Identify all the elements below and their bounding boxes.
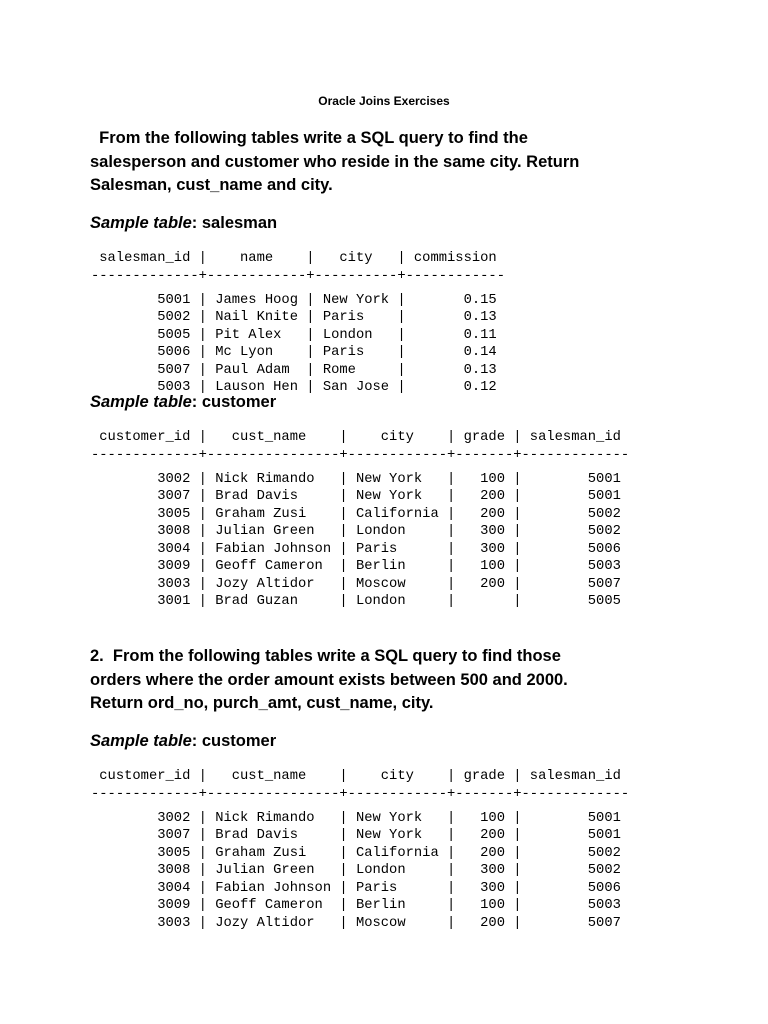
sample-table-label: Sample table: [90, 732, 192, 750]
table-row: 5001 | James Hoog | New York | 0.15: [91, 292, 497, 308]
table-row: 3004 | Fabian Johnson | Paris | 300 | 5006: [91, 541, 621, 557]
table-row: 3008 | Julian Green | London | 300 | 5002: [91, 863, 621, 879]
table-gap: [91, 285, 505, 292]
table-row: 3004 | Fabian Johnson | Paris | 300 | 5006: [91, 880, 621, 896]
table-separator: -------------+----------------+------------+-------+-------------: [91, 786, 630, 802]
table-row: 5006 | Mc Lyon | Paris | 0.14: [91, 345, 497, 361]
sample-table-heading-customer-2: [90, 732, 276, 751]
sample-table-name: : customer: [191, 732, 277, 750]
sample-table-heading-salesman: [90, 214, 277, 233]
table-row: 3009 | Geoff Cameron | Berlin | 100 | 5003: [91, 898, 621, 914]
table-row: 3008 | Julian Green | London | 300 | 5002: [91, 524, 621, 540]
table-row: 3001 | Brad Guzan | London | | 5005: [91, 594, 621, 610]
customer-table: [91, 429, 629, 611]
table-row: 3002 | Nick Rimando | New York | 100 | 5001: [91, 810, 621, 826]
table-row: 3003 | Jozy Altidor | Moscow | 200 | 5007: [91, 576, 621, 592]
salesman-table: [91, 250, 505, 397]
table-row: 3009 | Geoff Cameron | Berlin | 100 | 5003: [91, 559, 621, 575]
sample-table-label: Sample table: [90, 393, 192, 411]
table-row: 3005 | Graham Zusi | California | 200 | 5002: [91, 845, 621, 861]
table-row: 3003 | Jozy Altidor | Moscow | 200 | 5007: [91, 915, 621, 931]
table-header: salesman_id | name | city | commission: [91, 251, 497, 266]
table-gap: [91, 803, 629, 810]
table-row: 3007 | Brad Davis | New York | 200 | 5001: [91, 489, 621, 505]
question-2-text: 2. From the following tables write a SQL query to find those orders where the order amount exists between 500 and 2000. Return ord_no, purch_amt, cust_name, city.: [90, 647, 568, 712]
question-1-text: From the following tables write a SQL query to find the salesperson and customer who reside in the same city. Return Salesman, cust_name and city.: [90, 129, 580, 194]
table-row: 5002 | Nail Knite | Paris | 0.13: [91, 310, 497, 326]
table-separator: -------------+------------+----------+------------: [91, 268, 505, 284]
sample-table-name: : customer: [191, 393, 277, 411]
table-separator: -------------+----------------+------------+-------+-------------: [91, 447, 630, 463]
page-title: Oracle Joins Exercises: [318, 94, 450, 108]
sample-table-name: : salesman: [191, 214, 278, 232]
customer-table-2: [91, 768, 629, 932]
table-header: customer_id | cust_name | city | grade | salesman_id: [91, 430, 621, 445]
table-row: 3002 | Nick Rimando | New York | 100 | 5001: [91, 471, 621, 487]
table-row: 3007 | Brad Davis | New York | 200 | 5001: [91, 828, 621, 844]
table-row: 5003 | Lauson Hen | San Jose | 0.12: [91, 380, 497, 396]
table-row: 3005 | Graham Zusi | California | 200 | 5002: [91, 506, 621, 522]
table-row: 5007 | Paul Adam | Rome | 0.13: [91, 362, 497, 378]
sample-table-heading-customer: [90, 393, 276, 412]
sample-table-label: Sample table: [90, 214, 192, 232]
table-gap: [91, 464, 629, 471]
table-header: customer_id | cust_name | city | grade | salesman_id: [91, 769, 621, 784]
table-row: 5005 | Pit Alex | London | 0.11: [91, 327, 497, 343]
